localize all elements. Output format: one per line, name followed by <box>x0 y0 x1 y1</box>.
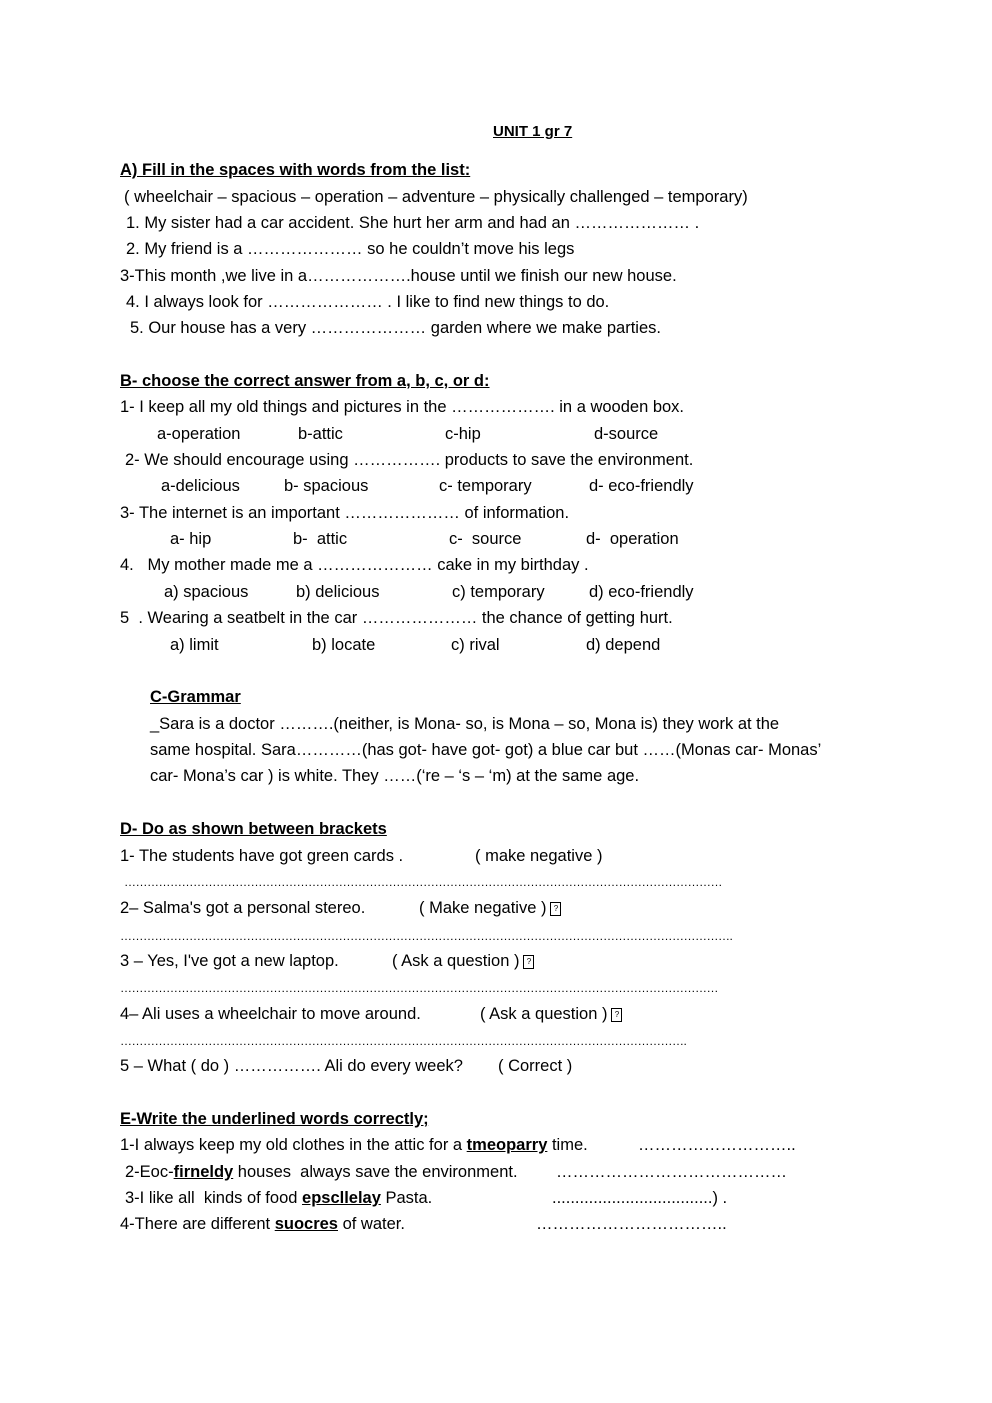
answer-line-1: ………………………………………………………………………………………………………………………………………… <box>124 875 722 889</box>
instruction-text: ( Ask a question ) <box>480 1005 608 1023</box>
missing-glyph-icon: ? <box>550 902 561 916</box>
section-a-item-1: 1. My sister had a car accident. She hurt her arm and had an ………………… . <box>126 214 700 232</box>
option-c: c- temporary <box>439 477 532 495</box>
section-d-instruction-5: ( Correct ) <box>498 1057 573 1075</box>
answer-blank-3: ...................................) . <box>552 1189 728 1207</box>
section-a-wordlist: ( wheelchair – spacious – operation – adventure – physically challenged – temporary) <box>124 188 748 206</box>
section-e-item-2 <box>125 1162 518 1182</box>
section-d-item-4: 4– Ali uses a wheelchair to move around. <box>120 1005 421 1023</box>
grammar-line-2: same hospital. Sara…………(has got- have got- got) a blue car but ……(Monas car- Monas’ <box>150 741 822 759</box>
section-b-question-1: 1- I keep all my old things and pictures in the ………………. in a wooden box. <box>120 398 685 416</box>
section-d-item-2: 2– Salma's got a personal stereo. <box>120 899 366 917</box>
section-d-heading: D- Do as shown between brackets <box>120 820 387 838</box>
section-d-instruction-4 <box>480 1004 622 1024</box>
item-text: time. <box>547 1136 588 1154</box>
section-d-item-3: 3 – Yes, I've got a new laptop. <box>120 952 339 970</box>
section-d-item-1: 1- The students have got green cards . <box>120 847 404 865</box>
section-c-heading: C-Grammar <box>150 688 241 706</box>
section-d-item-5: 5 – What ( do ) ……………. Ali do every week? <box>120 1057 463 1075</box>
option-d: d-source <box>594 425 659 443</box>
option-c: c-hip <box>445 425 481 443</box>
item-text: 4-There are different <box>120 1215 275 1233</box>
section-a-item-4: 4. I always look for ………………… . I like to find new things to do. <box>126 293 610 311</box>
section-a-item-3: 3-This month ,we live in a……………….house until we finish our new house. <box>120 267 677 285</box>
answer-blank-4: …………………………….. <box>536 1215 727 1233</box>
answer-blank-2: …………………………………… <box>556 1163 787 1181</box>
option-a: a- hip <box>170 530 212 548</box>
instruction-text: ( Ask a question ) <box>392 952 520 970</box>
item-text: of water. <box>338 1215 405 1233</box>
section-b-question-3: 3- The internet is an important ………………… of information. <box>120 504 570 522</box>
misspelled-word: epscllelay <box>302 1189 381 1207</box>
section-a-item-2: 2. My friend is a ………………… so he couldn’t move his legs <box>126 240 575 258</box>
answer-line-2: ……………………………………………………………………………………………………………………………………………. <box>120 929 733 943</box>
missing-glyph-icon: ? <box>611 1008 622 1022</box>
option-c: c) temporary <box>452 583 545 601</box>
missing-glyph-icon: ? <box>523 955 534 969</box>
section-e-heading: E-Write the underlined words correctly; <box>120 1110 429 1128</box>
item-text: 3-I like all kinds of food <box>125 1189 303 1207</box>
section-d-instruction-3 <box>392 951 534 971</box>
item-text: 1-I always keep my old clothes in the attic for a <box>120 1136 467 1154</box>
section-e-item-3 <box>125 1188 432 1208</box>
option-c: c) rival <box>451 636 500 654</box>
misspelled-word: tmeoparry <box>466 1136 548 1154</box>
item-text: houses always save the environment. <box>233 1163 518 1181</box>
section-b-question-2: 2- We should encourage using ……………. products to save the environment. <box>125 451 694 469</box>
section-b-heading: B- choose the correct answer from a, b, c, or d: <box>120 372 490 390</box>
section-d-instruction-1: ( make negative ) <box>475 847 603 865</box>
option-a: a) limit <box>170 636 219 654</box>
option-d: d) eco-friendly <box>589 583 694 601</box>
grammar-line-1: _Sara is a doctor ……….(neither, is Mona- so, is Mona – so, Mona is) they work at the <box>150 715 780 733</box>
option-d: d- eco-friendly <box>589 477 694 495</box>
section-e-item-1 <box>120 1135 588 1155</box>
misspelled-word: firneldy <box>173 1163 234 1181</box>
option-c: c- source <box>449 530 522 548</box>
page-title: UNIT 1 gr 7 <box>493 123 573 140</box>
option-a: a-delicious <box>161 477 240 495</box>
item-text: Pasta. <box>380 1189 433 1207</box>
option-d: d- operation <box>586 530 679 548</box>
answer-blank-1: ……………………….. <box>638 1136 796 1154</box>
misspelled-word: suocres <box>274 1215 338 1233</box>
section-a-heading: A) Fill in the spaces with words from the list: <box>120 161 471 179</box>
section-a-item-5: 5. Our house has a very ………………… garden where we make parties. <box>130 319 661 337</box>
option-b: b- attic <box>293 530 348 548</box>
option-b: b-attic <box>298 425 343 443</box>
answer-line-3: ………………………………………………………………………………………………………………………………………… <box>120 981 718 995</box>
instruction-text: ( Make negative ) <box>419 899 547 917</box>
answer-line-4: …………………………………………………………………………………………………………………………………. <box>120 1034 687 1048</box>
option-a: a-operation <box>157 425 241 443</box>
section-b-question-4: 4. My mother made me a ………………… cake in my birthday . <box>120 556 589 574</box>
section-d-instruction-2 <box>419 898 561 918</box>
grammar-line-3: car- Mona’s car ) is white. They ……(‘re – ‘s – ‘m) at the same age. <box>150 767 640 785</box>
section-e-item-4 <box>120 1214 405 1234</box>
item-text: 2-Eoc- <box>125 1163 174 1181</box>
option-b: b- spacious <box>284 477 369 495</box>
option-d: d) depend <box>586 636 661 654</box>
option-a: a) spacious <box>164 583 249 601</box>
option-b: b) locate <box>312 636 376 654</box>
option-b: b) delicious <box>296 583 380 601</box>
section-b-question-5: 5 . Wearing a seatbelt in the car ………………… the chance of getting hurt. <box>120 609 673 627</box>
